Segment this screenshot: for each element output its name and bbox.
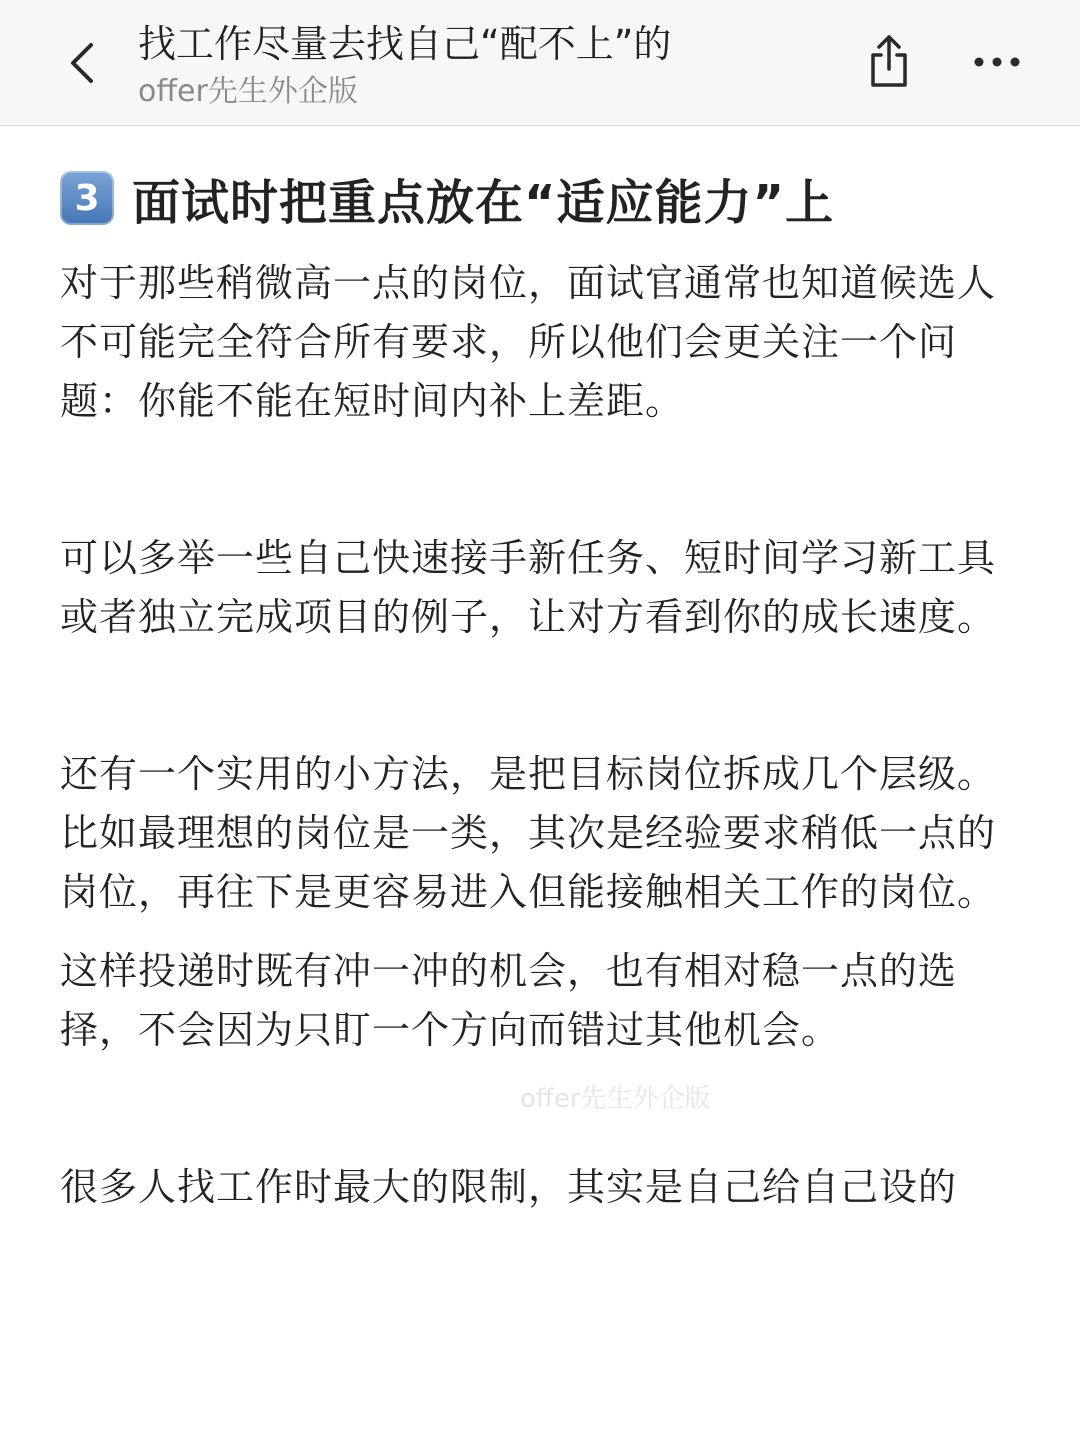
page-title: 找工作尽量去找自己“配不上”的 [138, 22, 672, 66]
chevron-left-icon [67, 41, 97, 85]
paragraph-1: 对于那些稍微高一点的岗位，面试官通常也知道候选人不可能完全符合所有要求，所以他们会更关注一个问题：你能不能在短时间内补上差距。 [60, 261, 997, 423]
share-button[interactable] [858, 28, 920, 94]
title-block [138, 18, 838, 112]
author-name[interactable]: offer先生外企版 [138, 74, 358, 109]
paragraph-4: 这样投递时既有冲一冲的机会，也有相对稳一点的选择，不会因为只盯一个方向而错过其他机会。 [60, 949, 958, 1052]
watermark: offer先生外企版 [520, 1084, 711, 1114]
bottom-fade [0, 1330, 1080, 1440]
share-icon [867, 33, 911, 89]
more-dots-icon [973, 56, 1021, 68]
navigation-bar [0, 0, 1080, 126]
paragraph-5: 很多人找工作时最大的限制，其实是自己给自己设的 [60, 1165, 958, 1209]
more-options-button[interactable] [962, 36, 1032, 88]
paragraph-3: 还有一个实用的小方法，是把目标岗位拆成几个层级。比如最理想的岗位是一类，其次是经验要求稍低一点的岗位，再往下是更容易进入但能接触相关工作的岗位。 [60, 752, 997, 914]
section-heading [60, 160, 1020, 236]
section-heading-text: 面试时把重点放在“适应能力”上 [132, 174, 835, 231]
number-3-badge-icon: 3 [60, 171, 114, 225]
back-button[interactable] [52, 30, 112, 96]
article-body [60, 160, 1020, 1217]
paragraph-2: 可以多举一些自己快速接手新任务、短时间学习新工具或者独立完成项目的例子，让对方看到你的成长速度。 [60, 536, 997, 639]
